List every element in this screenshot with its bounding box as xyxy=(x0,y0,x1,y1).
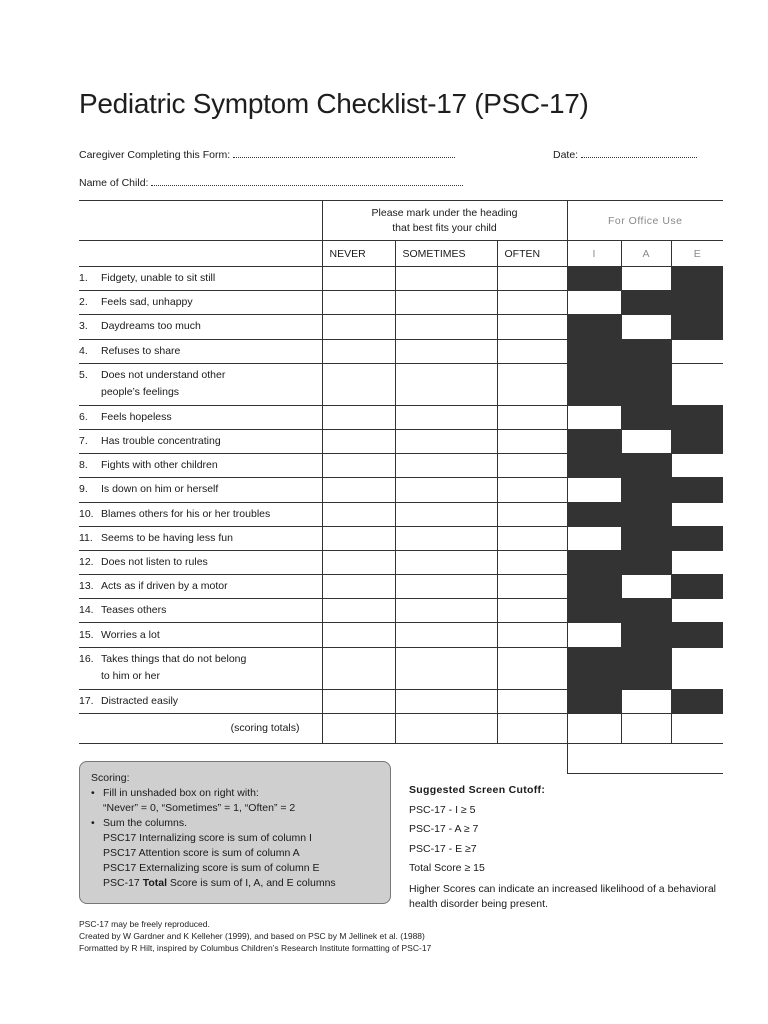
screen-cutoff xyxy=(409,781,739,912)
office-a-shaded-cell xyxy=(621,339,671,363)
office-e-score-cell[interactable] xyxy=(671,550,723,574)
question-number: 5. xyxy=(79,369,88,382)
office-a-shaded-cell xyxy=(621,454,671,478)
office-a-score-cell[interactable] xyxy=(621,315,671,339)
table-row xyxy=(79,623,723,647)
office-i-shaded-cell xyxy=(567,550,621,574)
question-label: Takes things that do not belong xyxy=(101,653,247,666)
question-label: Has trouble concentrating xyxy=(101,435,221,448)
question-text xyxy=(79,315,322,339)
office-e-score-cell[interactable] xyxy=(671,599,723,623)
office-e-shaded-cell xyxy=(671,478,723,502)
question-text xyxy=(79,363,322,405)
answer-often-cell[interactable] xyxy=(497,478,567,502)
child-name-field[interactable] xyxy=(79,176,463,189)
answer-never-cell[interactable] xyxy=(322,689,395,713)
office-i-shaded-cell xyxy=(567,689,621,713)
office-e-score-cell[interactable] xyxy=(671,647,723,689)
office-a-shaded-cell xyxy=(621,550,671,574)
cutoff-line-a: PSC-17 - A ≥ 7 xyxy=(409,823,479,835)
cutoff-heading: Suggested Screen Cutoff: xyxy=(409,784,546,796)
question-label: Is down on him or herself xyxy=(101,483,219,496)
question-label: Worries a lot xyxy=(101,628,160,641)
question-number: 13. xyxy=(79,580,94,593)
instruction-header: Please mark under the heading that best fits your child xyxy=(322,201,567,241)
answer-sometimes-cell[interactable] xyxy=(395,623,497,647)
cutoff-line-i: PSC-17 - I ≥ 5 xyxy=(409,803,476,816)
table-row xyxy=(79,550,723,574)
question-number: 11. xyxy=(79,531,93,544)
footer xyxy=(79,918,431,954)
footer-line-2: Created by W Gardner and K Kelleher (1999), and based on PSC by M Jellinek et al. (1988) xyxy=(79,931,425,941)
answer-sometimes-cell[interactable] xyxy=(395,291,497,315)
office-i-score-cell[interactable] xyxy=(567,478,621,502)
question-label-cont: people’s feelings xyxy=(101,386,180,399)
question-label: Does not listen to rules xyxy=(101,555,208,568)
office-i-score-cell[interactable] xyxy=(567,623,621,647)
checklist-table xyxy=(79,200,723,774)
question-number: 9. xyxy=(79,483,88,496)
office-column-a: A xyxy=(621,241,671,267)
answer-sometimes-cell[interactable] xyxy=(395,454,497,478)
question-text xyxy=(79,478,322,502)
question-text xyxy=(79,339,322,363)
question-label: Feels hopeless xyxy=(101,410,172,423)
answer-often-cell[interactable] xyxy=(497,454,567,478)
answer-never-cell[interactable] xyxy=(322,429,395,453)
total-e-cell[interactable] xyxy=(671,713,723,743)
question-number: 12. xyxy=(79,555,94,568)
question-number: 16. xyxy=(79,653,94,666)
answer-never-cell[interactable] xyxy=(322,599,395,623)
grand-total-cell[interactable] xyxy=(567,743,723,773)
answer-often-cell[interactable] xyxy=(497,575,567,599)
scoring-totals-label: (scoring totals) xyxy=(79,713,322,743)
answer-often-cell[interactable] xyxy=(497,526,567,550)
answer-sometimes-cell[interactable] xyxy=(395,575,497,599)
table-row xyxy=(79,429,723,453)
office-a-shaded-cell xyxy=(621,502,671,526)
table-row xyxy=(79,339,723,363)
office-column-e: E xyxy=(671,241,723,267)
question-label: Seems to be having less fun xyxy=(101,531,233,544)
caregiver-field[interactable] xyxy=(79,148,455,161)
answer-sometimes-cell[interactable] xyxy=(395,363,497,405)
answer-never-cell[interactable] xyxy=(322,550,395,574)
office-i-score-cell[interactable] xyxy=(567,405,621,429)
question-text xyxy=(79,689,322,713)
answer-sometimes-cell[interactable] xyxy=(395,689,497,713)
question-text xyxy=(79,623,322,647)
totals-blank-cell xyxy=(395,713,497,743)
question-label: Blames others for his or her troubles xyxy=(101,507,271,520)
scoring-box xyxy=(79,761,391,904)
question-text xyxy=(79,429,322,453)
question-label: Fights with other children xyxy=(101,459,218,472)
question-label: Teases others xyxy=(101,604,167,617)
totals-row xyxy=(79,713,723,743)
table-row xyxy=(79,647,723,689)
office-i-shaded-cell xyxy=(567,599,621,623)
footer-line-3: Formatted by R Hilt, inspired by Columbus Children’s Research Institute formatting of PSC-17 xyxy=(79,943,432,953)
office-i-shaded-cell xyxy=(567,363,621,405)
answer-never-cell[interactable] xyxy=(322,363,395,405)
table-row xyxy=(79,526,723,550)
answer-never-cell[interactable] xyxy=(322,291,395,315)
question-label: Daydreams too much xyxy=(101,320,201,333)
answer-often-cell[interactable] xyxy=(497,502,567,526)
never-column-header: NEVER xyxy=(322,241,395,267)
cutoff-line-total: Total Score ≥ 15 xyxy=(409,862,485,874)
office-a-shaded-cell xyxy=(621,623,671,647)
totals-blank-cell xyxy=(322,713,395,743)
answer-often-cell[interactable] xyxy=(497,315,567,339)
office-a-shaded-cell xyxy=(621,405,671,429)
question-label: Fidgety, unable to sit still xyxy=(101,272,216,285)
office-e-score-cell[interactable] xyxy=(671,339,723,363)
office-a-shaded-cell xyxy=(621,647,671,689)
table-row xyxy=(79,599,723,623)
answer-often-cell[interactable] xyxy=(497,267,567,291)
office-i-score-cell[interactable] xyxy=(567,291,621,315)
office-i-shaded-cell xyxy=(567,267,621,291)
answer-often-cell[interactable] xyxy=(497,647,567,689)
office-e-shaded-cell xyxy=(671,429,723,453)
table-row xyxy=(79,405,723,429)
totals-blank-cell xyxy=(497,713,567,743)
office-a-shaded-cell xyxy=(621,291,671,315)
answer-often-cell[interactable] xyxy=(497,291,567,315)
total-i-cell[interactable] xyxy=(567,713,621,743)
office-e-shaded-cell xyxy=(671,291,723,315)
answer-never-cell[interactable] xyxy=(322,526,395,550)
table-row xyxy=(79,575,723,599)
question-number: 4. xyxy=(79,344,88,357)
answer-never-cell[interactable] xyxy=(322,315,395,339)
office-a-score-cell[interactable] xyxy=(621,267,671,291)
question-text xyxy=(79,550,322,574)
question-text xyxy=(79,291,322,315)
answer-sometimes-cell[interactable] xyxy=(395,315,497,339)
office-e-shaded-cell xyxy=(671,267,723,291)
office-e-shaded-cell xyxy=(671,405,723,429)
answer-never-cell[interactable] xyxy=(322,339,395,363)
question-text xyxy=(79,526,322,550)
answer-sometimes-cell[interactable] xyxy=(395,599,497,623)
answer-sometimes-cell[interactable] xyxy=(395,502,497,526)
table-row xyxy=(79,478,723,502)
question-text xyxy=(79,454,322,478)
office-i-score-cell[interactable] xyxy=(567,526,621,550)
table-row xyxy=(79,267,723,291)
table-row xyxy=(79,315,723,339)
office-a-shaded-cell xyxy=(621,599,671,623)
question-label-cont: to him or her xyxy=(101,670,160,683)
page-title: Pediatric Symptom Checklist-17 (PSC-17) xyxy=(79,88,589,119)
answer-never-cell[interactable] xyxy=(322,454,395,478)
date-field[interactable] xyxy=(553,148,697,161)
office-i-shaded-cell xyxy=(567,575,621,599)
child-name-line[interactable] xyxy=(151,176,463,186)
question-number: 3. xyxy=(79,320,88,333)
office-e-shaded-cell xyxy=(671,315,723,339)
office-e-score-cell[interactable] xyxy=(671,454,723,478)
table-row xyxy=(79,454,723,478)
answer-sometimes-cell[interactable] xyxy=(395,526,497,550)
question-number: 8. xyxy=(79,459,88,472)
cutoff-line-e: PSC-17 - E ≥7 xyxy=(409,842,477,855)
office-e-score-cell[interactable] xyxy=(671,363,723,405)
question-label: Acts as if driven by a motor xyxy=(101,580,228,593)
question-number: 10. xyxy=(79,507,94,520)
office-e-shaded-cell xyxy=(671,689,723,713)
office-column-i: I xyxy=(567,241,621,267)
answer-often-cell[interactable] xyxy=(497,363,567,405)
answer-never-cell[interactable] xyxy=(322,405,395,429)
question-label: Refuses to share xyxy=(101,344,181,357)
often-column-header: OFTEN xyxy=(497,241,567,267)
table-row xyxy=(79,502,723,526)
child-name-label: Name of Child: xyxy=(79,177,149,189)
answer-never-cell[interactable] xyxy=(322,647,395,689)
table-row xyxy=(79,689,723,713)
answer-often-cell[interactable] xyxy=(497,550,567,574)
total-a-cell[interactable] xyxy=(621,713,671,743)
scoring-bullet-1: • Fill in unshaded box on right with: “Never” = 0, “Sometimes” = 1, “Often” = 2 xyxy=(91,787,296,814)
question-text xyxy=(79,599,322,623)
date-line[interactable] xyxy=(581,148,697,158)
question-number: 1. xyxy=(79,272,88,285)
scoring-bullet-2: • Sum the columns. PSC17 Internalizing score is sum of column I PSC17 Attention score is sum of column A PSC17 Externalizing score is sum of column E PSC-17 Total Score is sum of I, A, and E columns xyxy=(91,817,336,889)
office-a-score-cell[interactable] xyxy=(621,575,671,599)
answer-never-cell[interactable] xyxy=(322,623,395,647)
answer-sometimes-cell[interactable] xyxy=(395,267,497,291)
question-number: 17. xyxy=(79,694,94,707)
answer-sometimes-cell[interactable] xyxy=(395,429,497,453)
office-e-shaded-cell xyxy=(671,623,723,647)
sometimes-column-header: SOMETIMES xyxy=(395,241,497,267)
answer-often-cell[interactable] xyxy=(497,623,567,647)
question-text xyxy=(79,267,322,291)
question-text xyxy=(79,575,322,599)
office-e-shaded-cell xyxy=(671,575,723,599)
answer-never-cell[interactable] xyxy=(322,575,395,599)
office-a-score-cell[interactable] xyxy=(621,689,671,713)
office-a-shaded-cell xyxy=(621,363,671,405)
scoring-heading: Scoring: xyxy=(91,772,130,784)
footer-line-1: PSC-17 may be freely reproduced. xyxy=(79,919,210,929)
question-label: Distracted easily xyxy=(101,694,179,707)
office-i-shaded-cell xyxy=(567,647,621,689)
question-number: 6. xyxy=(79,410,88,423)
answer-never-cell[interactable] xyxy=(322,267,395,291)
table-row xyxy=(79,291,723,315)
question-text xyxy=(79,647,322,689)
date-label: Date: xyxy=(553,149,579,161)
answer-never-cell[interactable] xyxy=(322,478,395,502)
office-i-shaded-cell xyxy=(567,315,621,339)
table-row xyxy=(79,363,723,405)
question-text xyxy=(79,502,322,526)
cutoff-note: Higher Scores can indicate an increased likelihood of a behavioral health disorder being present. xyxy=(409,882,717,910)
answer-often-cell[interactable] xyxy=(497,429,567,453)
office-e-shaded-cell xyxy=(671,526,723,550)
office-a-score-cell[interactable] xyxy=(621,429,671,453)
answer-sometimes-cell[interactable] xyxy=(395,478,497,502)
answer-sometimes-cell[interactable] xyxy=(395,339,497,363)
caregiver-line[interactable] xyxy=(233,148,455,158)
question-label: Feels sad, unhappy xyxy=(101,296,193,309)
answer-sometimes-cell[interactable] xyxy=(395,405,497,429)
office-i-shaded-cell xyxy=(567,339,621,363)
office-e-score-cell[interactable] xyxy=(671,502,723,526)
question-number: 15. xyxy=(79,628,94,641)
office-use-header: For Office Use xyxy=(567,201,723,241)
answer-often-cell[interactable] xyxy=(497,405,567,429)
office-i-shaded-cell xyxy=(567,454,621,478)
answer-often-cell[interactable] xyxy=(497,599,567,623)
caregiver-label: Caregiver Completing this Form: xyxy=(79,149,231,161)
office-a-shaded-cell xyxy=(621,526,671,550)
question-text xyxy=(79,405,322,429)
office-i-shaded-cell xyxy=(567,429,621,453)
answer-sometimes-cell[interactable] xyxy=(395,550,497,574)
question-number: 2. xyxy=(79,296,88,309)
question-number: 14. xyxy=(79,604,94,617)
answer-sometimes-cell[interactable] xyxy=(395,647,497,689)
answer-often-cell[interactable] xyxy=(497,689,567,713)
question-number: 7. xyxy=(79,435,88,448)
office-i-shaded-cell xyxy=(567,502,621,526)
question-label: Does not understand other xyxy=(101,369,226,382)
column-header-row xyxy=(79,241,723,267)
answer-never-cell[interactable] xyxy=(322,502,395,526)
office-a-shaded-cell xyxy=(621,478,671,502)
answer-often-cell[interactable] xyxy=(497,339,567,363)
table-header-row xyxy=(79,201,723,241)
